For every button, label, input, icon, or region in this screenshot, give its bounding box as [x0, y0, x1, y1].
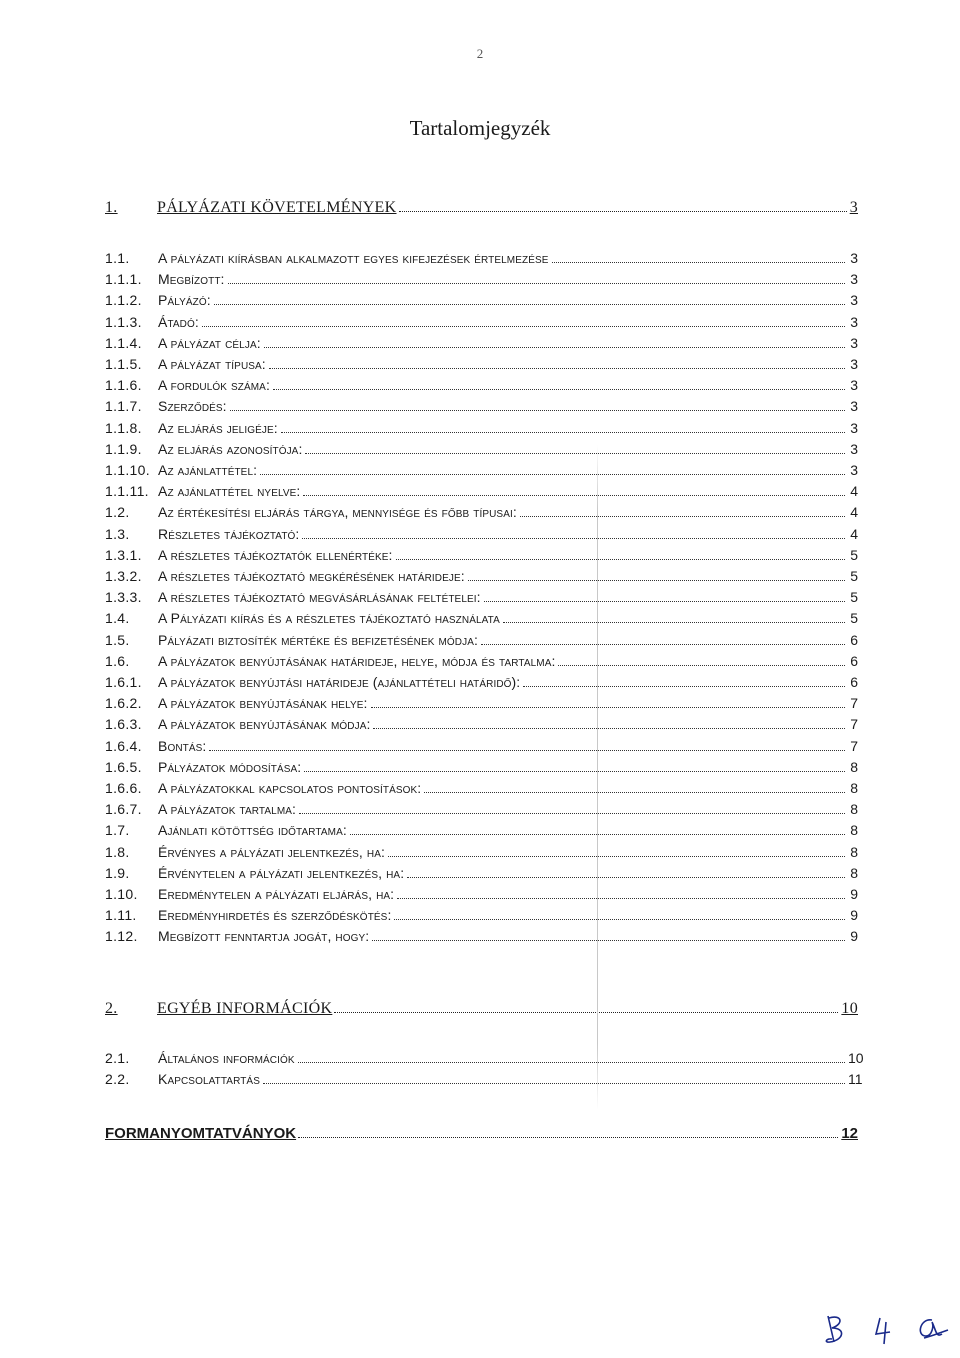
toc-entry[interactable] — [105, 334, 858, 352]
toc-entry-number: 1.3.2. — [105, 568, 142, 584]
leader-dots — [399, 211, 847, 212]
leader-dots — [373, 728, 845, 729]
toc-entry-page: 8 — [850, 801, 858, 818]
toc-entry-number: 1.6.4. — [105, 737, 142, 754]
chapter-number: 2. — [105, 1000, 118, 1017]
toc-entry-number: 1.1.9. — [105, 440, 142, 457]
toc-entry-page: 6 — [850, 674, 858, 690]
toc-entry-page: 3 — [850, 462, 858, 478]
toc-entry[interactable] — [105, 843, 858, 861]
toc-entry-number: 1.11. — [105, 907, 137, 924]
toc-entry-page: 5 — [850, 546, 858, 563]
leader-dots — [394, 919, 845, 920]
toc-entry-page: 8 — [850, 758, 858, 775]
toc-entry-page: 3 — [850, 419, 858, 436]
toc-entry[interactable] — [105, 249, 858, 267]
toc-entry[interactable] — [105, 758, 858, 776]
toc-entry-page: 7 — [850, 716, 858, 733]
toc-entry[interactable] — [105, 779, 858, 797]
leader-dots — [371, 707, 845, 708]
leader-dots — [298, 1062, 845, 1063]
toc-entry-title: A fordulók száma: — [158, 377, 270, 394]
chapter-heading[interactable] — [105, 199, 858, 217]
toc-entry-page: 8 — [850, 780, 858, 796]
leader-dots — [484, 601, 845, 602]
leader-dots — [202, 326, 845, 327]
forms-page: 12 — [841, 1125, 858, 1142]
toc-entry-page: 7 — [850, 737, 858, 754]
handwritten-initials-signature — [820, 1308, 950, 1348]
toc-entry-title: Az eljárás azonosítója: — [158, 440, 303, 457]
toc-entry[interactable] — [105, 1049, 864, 1067]
toc-entry-title: Pályázatok módosítása: — [158, 758, 302, 775]
leader-dots — [503, 622, 845, 623]
toc-entry-number: 1.3.1. — [105, 546, 142, 563]
toc-entry-title: Ajánlati kötöttség időtartama: — [158, 822, 347, 839]
toc-entry-page: 3 — [850, 313, 858, 330]
toc-entry-number: 1.1.3. — [105, 313, 142, 330]
toc-entry[interactable] — [105, 906, 858, 924]
toc-entry-title: Az ajánlattétel: — [158, 462, 258, 478]
toc-entry-title: Általános információk — [158, 1050, 295, 1066]
toc-entry[interactable] — [105, 652, 858, 670]
toc-entry-number: 1.1.7. — [105, 398, 142, 415]
toc-entry-page: 5 — [850, 610, 858, 627]
toc-entry-title: Részletes tájékoztató: — [158, 525, 300, 542]
scan-artifact-line — [597, 445, 598, 1110]
leader-dots — [305, 453, 845, 454]
toc-entry-number: 2.1. — [105, 1050, 130, 1066]
toc-entry-page: 9 — [850, 886, 858, 902]
chapter-heading[interactable] — [105, 1000, 858, 1018]
toc-entry-number: 1.7. — [105, 822, 130, 839]
toc-entry[interactable] — [105, 525, 858, 543]
leader-dots — [552, 262, 845, 263]
toc-entry[interactable] — [105, 270, 858, 288]
toc-entry[interactable] — [105, 800, 858, 818]
toc-entry-number: 1.6.6. — [105, 780, 142, 796]
toc-entry[interactable] — [105, 503, 858, 521]
toc-entry-title: Eredményhirdetés és szerződéskötés: — [158, 907, 392, 924]
toc-entry-number: 2.2. — [105, 1071, 130, 1088]
toc-entry-page: 3 — [850, 440, 858, 457]
leader-dots — [481, 644, 845, 645]
toc-entry-number: 1.10. — [105, 886, 138, 902]
toc-entry[interactable] — [105, 673, 858, 691]
toc-entry-number: 1.6. — [105, 652, 130, 669]
toc-entry-page: 3 — [850, 356, 858, 372]
leader-dots — [209, 750, 845, 751]
forms-heading[interactable] — [105, 1125, 858, 1142]
toc-entry-title: A pályázat célja: — [158, 334, 261, 351]
toc-entry-title: A pályázatok benyújtási határideje (ajánlattételi határidő): — [158, 674, 521, 690]
leader-dots — [298, 1137, 838, 1138]
toc-entry[interactable] — [105, 885, 858, 903]
leader-dots — [303, 495, 845, 496]
toc-entry-title: A pályázatok benyújtásának módja: — [158, 716, 371, 733]
toc-entry[interactable] — [105, 821, 858, 839]
toc-entry-number: 1.6.3. — [105, 716, 142, 733]
leader-dots — [260, 474, 845, 475]
toc-entry[interactable] — [105, 631, 858, 649]
toc-entry[interactable] — [105, 313, 858, 331]
toc-entry-number: 1.1.1. — [105, 271, 142, 288]
toc-entry-title: Az ajánlattétel nyelve: — [158, 483, 301, 500]
toc-entry-title: A pályázat típusa: — [158, 356, 266, 372]
toc-entry-title: Szerződés: — [158, 398, 227, 415]
toc-entry[interactable] — [105, 440, 858, 458]
forms-title: FORMANYOMTATVÁNYOK — [105, 1125, 297, 1142]
leader-dots — [424, 792, 845, 793]
toc-entry-title: Megbízott fenntartja jogát, hogy: — [158, 928, 370, 945]
leader-dots — [520, 516, 845, 517]
toc-entry-title: Pályázati biztosíték mértéke és befizetésének módja: — [158, 631, 478, 648]
toc-entry-title: A pályázatok tartalma: — [158, 801, 297, 818]
toc-entry[interactable] — [105, 355, 858, 373]
leader-dots — [302, 538, 845, 539]
toc-entry[interactable] — [105, 482, 858, 500]
toc-entry-page: 4 — [850, 504, 858, 521]
chapter-title: PÁLYÁZATI KÖVETELMÉNYEK — [157, 199, 397, 216]
toc-entry[interactable] — [105, 461, 858, 479]
toc-entry-page: 3 — [850, 377, 858, 394]
toc-entry-title: A részletes tájékoztató megvásárlásának feltételei: — [158, 589, 481, 606]
toc-entry-number: 1.1.5. — [105, 356, 142, 372]
leader-dots — [558, 665, 845, 666]
leader-dots — [214, 304, 845, 305]
toc-entry-title: Érvényes a pályázati jelentkezés, ha: — [158, 843, 385, 860]
toc-entry-page: 6 — [850, 652, 858, 669]
toc-entry-page: 9 — [850, 928, 858, 945]
leader-dots — [269, 368, 845, 369]
toc-entry-page: 5 — [850, 568, 858, 584]
leader-dots — [304, 771, 845, 772]
toc-entry-number: 1.6.2. — [105, 695, 142, 712]
toc-entry-number: 1.4. — [105, 610, 130, 627]
toc-entry-page: 5 — [850, 589, 858, 606]
toc-entry-page: 3 — [850, 292, 858, 309]
toc-entry-title: A pályázati kiírásban alkalmazott egyes kifejezések értelmezése — [158, 250, 549, 266]
chapter-number: 1. — [105, 199, 118, 216]
toc-entry-number: 1.1.2. — [105, 292, 142, 309]
toc-entry-title: A pályázatok benyújtásának határideje, helye, módja és tartalma: — [158, 652, 556, 669]
toc-entry-number: 1.1.8. — [105, 419, 142, 436]
toc-entry-page: 8 — [850, 864, 858, 881]
toc-entry-page: 10 — [848, 1050, 864, 1066]
chapter-page: 3 — [849, 199, 858, 216]
toc-entry-title: Átadó: — [158, 313, 199, 330]
toc-entry[interactable] — [105, 397, 858, 415]
toc-entry-title: Eredménytelen a pályázati eljárás, ha: — [158, 886, 395, 902]
toc-entry-page: 9 — [850, 907, 858, 924]
toc-entry[interactable] — [105, 546, 858, 564]
leader-dots — [228, 283, 845, 284]
leader-dots — [263, 1083, 845, 1084]
toc-entry-title: Az eljárás jeligéje: — [158, 419, 278, 436]
toc-entry-number: 1.1.11. — [105, 483, 149, 500]
toc-entry[interactable] — [105, 737, 858, 755]
toc-entry-number: 1.5. — [105, 631, 130, 648]
toc-entry[interactable] — [105, 1070, 863, 1088]
leader-dots — [334, 1012, 838, 1013]
toc-entry[interactable] — [105, 609, 858, 627]
toc-entry-title: Kapcsolattartás — [158, 1071, 260, 1088]
leader-dots — [407, 877, 845, 878]
leader-dots — [523, 686, 845, 687]
page-title: Tartalomjegyzék — [409, 116, 551, 140]
toc-entry-page: 3 — [850, 334, 858, 351]
toc-entry-page: 6 — [850, 631, 858, 648]
page-number: 2 — [476, 46, 484, 61]
toc-entry[interactable] — [105, 694, 858, 712]
toc-entry[interactable] — [105, 588, 858, 606]
toc-entry-number: 1.2. — [105, 504, 130, 521]
toc-entry-title: A részletes tájékoztató megkérésének határideje: — [158, 568, 465, 584]
leader-dots — [468, 580, 845, 581]
toc-entry-title: A Pályázati kiírás és a részletes tájékoztató használata — [158, 610, 500, 627]
toc-entry-title: A pályázatok benyújtásának helye: — [158, 695, 368, 712]
toc-entry-number: 1.8. — [105, 843, 130, 860]
toc-entry-page: 11 — [848, 1071, 863, 1088]
toc-entry-page: 3 — [850, 250, 858, 266]
toc-entry-number: 1.3. — [105, 525, 130, 542]
toc-entry[interactable] — [105, 715, 858, 733]
toc-entry-page: 4 — [850, 525, 858, 542]
toc-entry-number: 1.12. — [105, 928, 138, 945]
toc-entry[interactable] — [105, 419, 858, 437]
leader-dots — [388, 856, 845, 857]
toc-entry-page: 4 — [850, 483, 858, 500]
toc-entry-number: 1.6.1. — [105, 674, 142, 690]
leader-dots — [397, 898, 845, 899]
leader-dots — [299, 813, 845, 814]
leader-dots — [273, 389, 845, 390]
toc-entry-page: 8 — [850, 822, 858, 839]
toc-entry-number: 1.9. — [105, 864, 130, 881]
chapter-title: EGYÉB INFORMÁCIÓK — [157, 1000, 333, 1017]
toc-entry-title: Megbízott: — [158, 271, 225, 288]
leader-dots — [281, 432, 845, 433]
chapter-page: 10 — [841, 1000, 858, 1017]
toc-entry-page: 3 — [850, 271, 858, 288]
toc-entry-number: 1.1.4. — [105, 334, 142, 351]
leader-dots — [230, 410, 845, 411]
toc-entry-title: Az értékesítési eljárás tárgya, mennyisége és főbb típusai: — [158, 504, 517, 521]
leader-dots — [396, 559, 845, 560]
toc-entry-number: 1.6.5. — [105, 758, 142, 775]
toc-entry-page: 7 — [850, 695, 858, 712]
toc-entry-title: A pályázatokkal kapcsolatos pontosítások: — [158, 780, 422, 796]
toc-entry-page: 8 — [850, 843, 858, 860]
toc-entry[interactable] — [105, 291, 858, 309]
toc-entry[interactable] — [105, 567, 858, 585]
toc-entry-title: A részletes tájékoztatók ellenértéke: — [158, 546, 393, 563]
leader-dots — [372, 940, 845, 941]
toc-entry-number: 1.1. — [105, 250, 130, 266]
toc-entry-title: Bontás: — [158, 737, 207, 754]
toc-entry-title: Pályázó: — [158, 292, 211, 309]
leader-dots — [264, 347, 845, 348]
toc-entry-number: 1.3.3. — [105, 589, 142, 606]
toc-entry[interactable] — [105, 376, 858, 394]
toc-entry[interactable] — [105, 864, 858, 882]
toc-entry-number: 1.1.10. — [105, 462, 150, 478]
toc-entry-number: 1.1.6. — [105, 377, 142, 394]
toc-entry[interactable] — [105, 927, 858, 945]
toc-entry-page: 3 — [850, 398, 858, 415]
toc-entry-title: Érvénytelen a pályázati jelentkezés, ha: — [158, 864, 405, 881]
toc-entry-number: 1.6.7. — [105, 801, 142, 818]
